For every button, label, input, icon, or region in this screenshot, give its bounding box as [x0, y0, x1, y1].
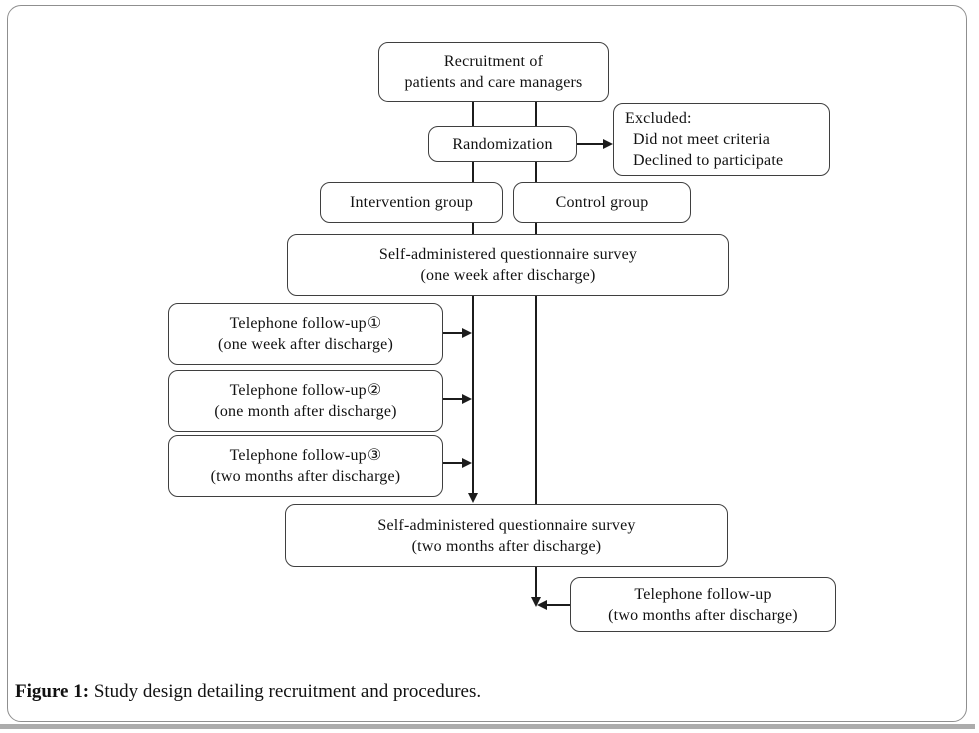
node-excluded-line2: Did not meet criteria	[633, 131, 771, 148]
node-tel4-line1: Telephone follow-up	[634, 585, 772, 603]
arrowhead-down-survey2-icon	[468, 493, 478, 503]
node-control-label: Control group	[555, 194, 649, 211]
tel4-connector-line	[545, 604, 570, 606]
arrowhead-right-excluded-icon	[603, 139, 613, 149]
node-survey2-line2: (two months after discharge)	[411, 537, 602, 555]
node-survey-two-months	[285, 504, 728, 567]
footer-divider-bar	[0, 724, 975, 729]
arrowhead-right-tel1-icon	[462, 328, 472, 338]
randomization-to-excluded-line	[577, 143, 605, 145]
figure-caption-text: Study design detailing recruitment and procedures.	[89, 681, 482, 702]
node-randomization-label: Randomization	[452, 135, 553, 153]
arrowhead-right-tel3-icon	[462, 458, 472, 468]
node-survey2-line1: Self-administered questionnaire survey	[377, 516, 636, 534]
node-recruitment-line1: Recruitment of	[443, 53, 544, 70]
node-randomization	[428, 126, 577, 162]
node-intervention-group	[320, 182, 503, 223]
node-survey1-line2: (one week after discharge)	[420, 267, 596, 284]
node-telephone-followup-2	[168, 370, 443, 432]
figure-caption-label: Figure 1:	[15, 681, 90, 702]
node-tel4-line2: (two months after discharge)	[608, 606, 798, 624]
node-recruitment	[378, 42, 609, 102]
node-telephone-followup-final	[570, 577, 836, 632]
node-excluded-line1: Excluded:	[625, 110, 692, 127]
node-telephone-followup-3	[168, 435, 443, 497]
node-tel1-line1: Telephone follow-up①	[229, 315, 382, 332]
node-survey-one-week	[287, 234, 729, 296]
node-tel2-line2: (one month after discharge)	[214, 403, 397, 420]
node-tel2-line1: Telephone follow-up②	[229, 382, 382, 399]
node-intervention-label: Intervention group	[349, 194, 474, 211]
figure-caption	[15, 680, 481, 704]
node-recruitment-line2: patients and care managers	[404, 74, 583, 91]
arrowhead-left-tel4-icon	[537, 600, 547, 610]
node-tel3-line1: Telephone follow-up③	[229, 447, 382, 464]
node-tel1-line2: (one week after discharge)	[217, 336, 394, 353]
node-excluded	[613, 103, 830, 176]
node-telephone-followup-1	[168, 303, 443, 365]
node-excluded-line3: Declined to participate	[633, 152, 784, 169]
node-survey1-line1: Self-administered questionnaire survey	[378, 246, 638, 263]
node-tel3-line2: (two months after discharge)	[210, 468, 401, 485]
arrowhead-right-tel2-icon	[462, 394, 472, 404]
node-control-group	[513, 182, 691, 223]
